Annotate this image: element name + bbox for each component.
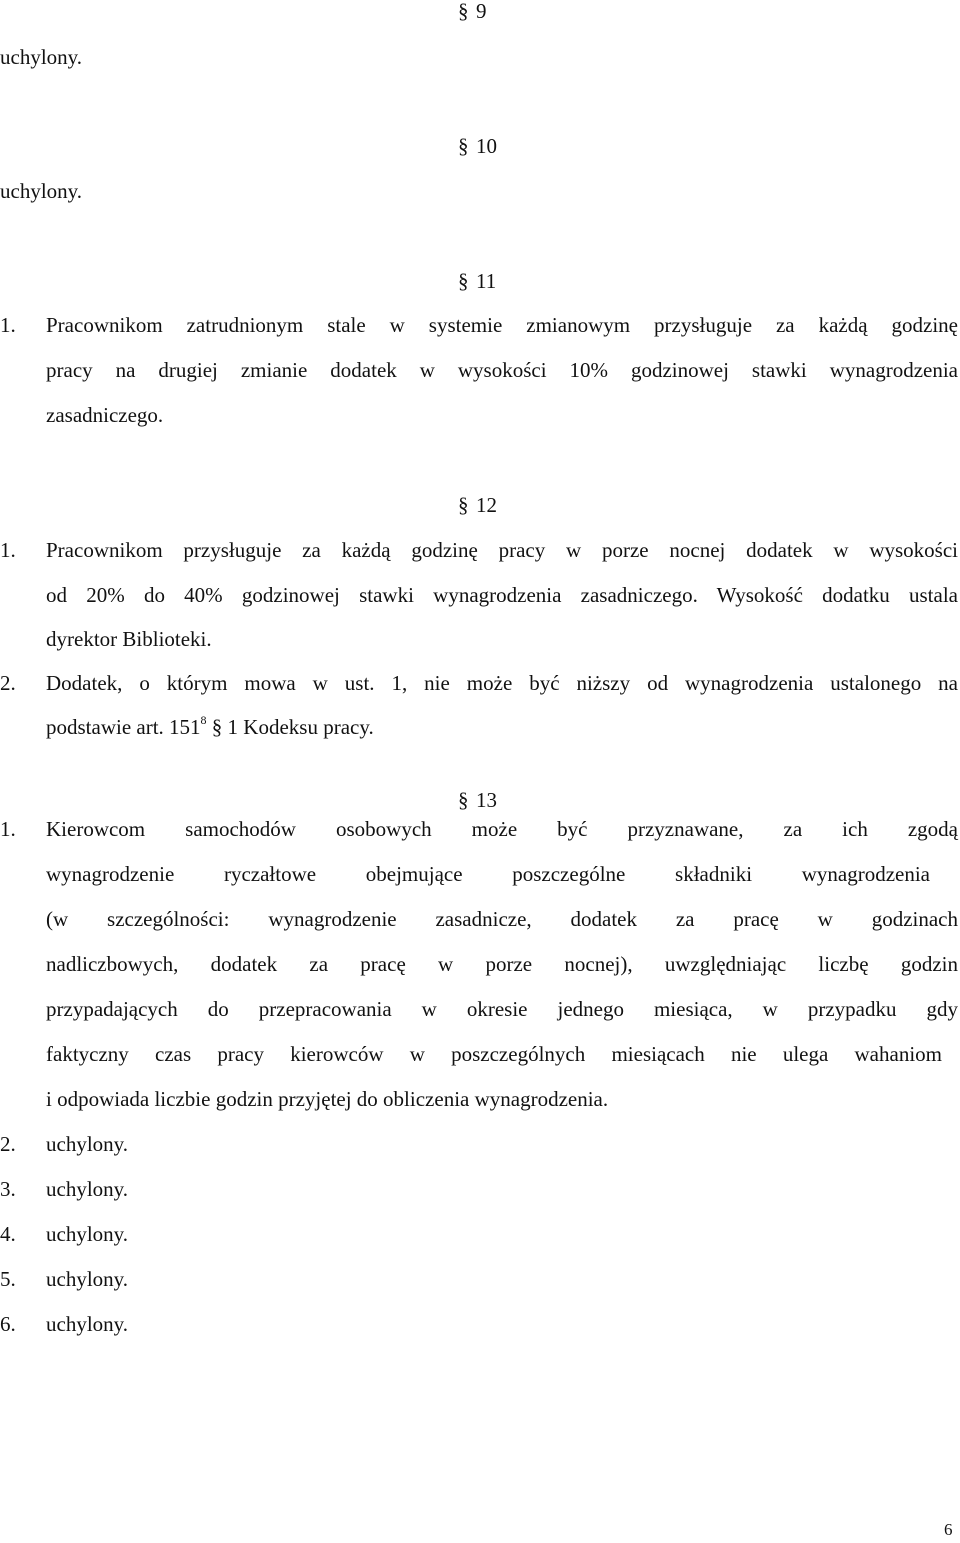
item-number: 2. xyxy=(0,1132,16,1156)
item-text: od 20% do 40% godzinowej stawki wynagrodzenia zasadniczego. Wysokość dodatku ustala xyxy=(46,583,958,607)
item-text: dyrektor Biblioteki. xyxy=(46,627,212,651)
item-number: 4. xyxy=(0,1222,16,1246)
item-text: uchylony. xyxy=(46,1312,129,1336)
item-text: uchylony. xyxy=(46,1132,129,1156)
item-text: Kierowcom samochodów osobowych może być przyznawane, za ich zgodą xyxy=(46,817,958,841)
item-text: pracy na drugiej zmianie dodatek w wysokości 10% godzinowej stawki wynagrodzenia xyxy=(46,358,958,382)
section-heading-9 xyxy=(458,0,487,24)
section-number: 10 xyxy=(476,134,497,158)
item-number: 1. xyxy=(0,313,16,337)
section-number: 11 xyxy=(476,269,497,293)
item-text: zasadniczego. xyxy=(46,403,164,427)
item-number: 3. xyxy=(0,1177,16,1201)
section-symbol: § xyxy=(458,788,469,812)
section-symbol: § xyxy=(458,134,469,158)
section-symbol: § xyxy=(458,269,469,293)
item-text xyxy=(46,714,958,740)
section-number: 12 xyxy=(476,493,497,517)
section-heading-10 xyxy=(458,133,497,159)
item-text: Dodatek, o którym mowa w ust. 1, nie może być niższy od wynagrodzenia ustalonego na xyxy=(46,671,958,695)
item-number: 1. xyxy=(0,817,16,841)
item-text: nadliczbowych, dodatek za pracę w porze nocnej), uwzględniając liczbę godzin xyxy=(46,952,958,976)
text-run: podstawie art. 151 xyxy=(46,715,201,739)
section-heading-12 xyxy=(458,492,497,518)
item-text: (w szczególności: wynagrodzenie zasadnicze, dodatek za pracę w godzinach xyxy=(46,907,958,931)
section-9-text: uchylony. xyxy=(0,45,83,69)
section-symbol: § xyxy=(458,493,469,517)
item-text: Pracownikom zatrudnionym stale w systemie zmianowym przysługuje za każdą godzinę xyxy=(46,313,958,337)
section-number: 13 xyxy=(476,788,497,812)
section-heading-11 xyxy=(458,268,496,294)
item-number: 1. xyxy=(0,538,16,562)
page-number: 6 xyxy=(944,1520,953,1539)
item-number: 5. xyxy=(0,1267,16,1291)
item-text: wynagrodzenie ryczałtowe obejmujące poszczególne składniki wynagrodzenia xyxy=(46,862,930,886)
text-run: § 1 Kodeksu pracy. xyxy=(206,715,374,739)
section-number: 9 xyxy=(476,0,487,23)
item-text: uchylony. xyxy=(46,1267,129,1291)
section-symbol: § xyxy=(458,0,469,23)
item-text: uchylony. xyxy=(46,1222,129,1246)
item-text: i odpowiada liczbie godzin przyjętej do obliczenia wynagrodzenia. xyxy=(46,1087,609,1111)
item-text: Pracownikom przysługuje za każdą godzinę pracy w porze nocnej dodatek w wysokości xyxy=(46,538,958,562)
section-10-text: uchylony. xyxy=(0,179,83,203)
section-heading-13 xyxy=(458,787,497,813)
superscript: 8 xyxy=(200,713,207,727)
item-text: uchylony. xyxy=(46,1177,129,1201)
item-text: faktyczny czas pracy kierowców w poszczególnych miesiącach nie ulega wahaniom xyxy=(46,1042,942,1066)
item-text: przypadających do przepracowania w okresie jednego miesiąca, w przypadku gdy xyxy=(46,997,958,1021)
item-number: 6. xyxy=(0,1312,16,1336)
item-number: 2. xyxy=(0,671,16,695)
